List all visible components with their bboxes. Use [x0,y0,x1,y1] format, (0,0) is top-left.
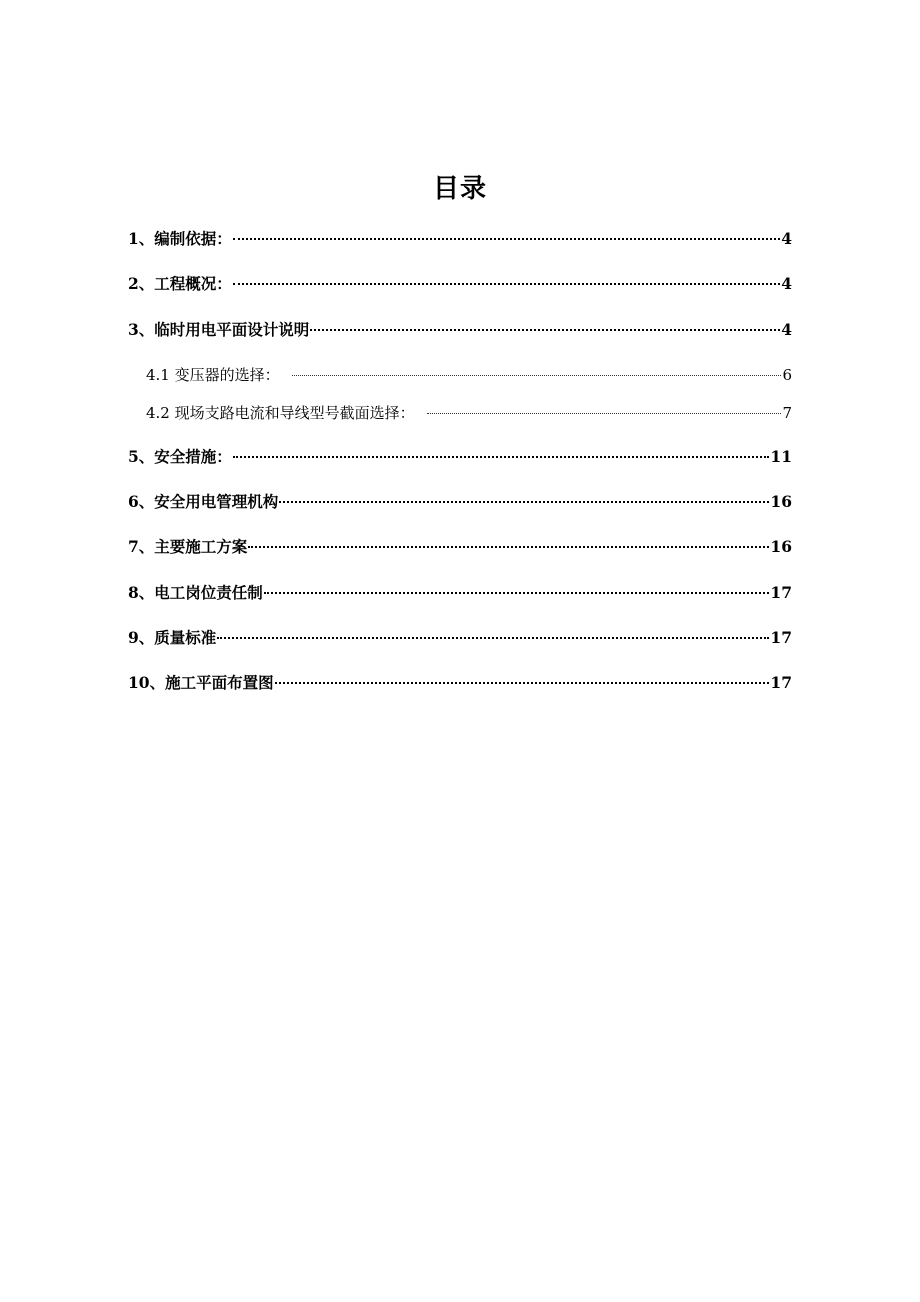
toc-page-number: 16 [770,492,792,512]
toc-entry[interactable] [128,315,792,360]
toc-entry[interactable] [128,623,792,668]
toc-page-number: 4 [781,229,792,248]
toc-page-number: 17 [770,628,792,648]
toc-entry-label: 1、编制依据： [128,229,232,248]
toc-dot-leader [279,501,769,503]
toc-entry-label: 3、临时用电平面设计说明 [128,319,310,339]
toc-dot-leader [292,375,782,376]
toc-title: 目录 [432,174,487,204]
toc-dot-leader [275,682,770,684]
toc-page-number: 17 [770,673,792,693]
toc-entry-label: 4.1 变压器的选择： [146,365,280,384]
toc-page-number: 6 [782,365,792,384]
table-of-contents [128,224,792,714]
toc-entry-label: 6、安全用电管理机构 [128,492,279,512]
toc-entry-label: 7、主要施工方案 [128,537,248,557]
toc-entry-label: 2、工程概况： [128,274,232,294]
toc-page-number: 11 [770,446,792,466]
toc-dot-leader [310,329,780,331]
toc-page-number: 4 [781,319,792,339]
toc-entry-label: 5、安全措施： [128,446,232,466]
toc-dot-leader [233,283,780,285]
toc-dot-leader [217,637,769,639]
toc-entry[interactable] [128,487,792,532]
toc-subentry[interactable] [128,360,792,398]
toc-page-number: 7 [782,403,792,422]
toc-entry-label: 10、施工平面布置图 [128,673,274,693]
toc-dot-leader [233,238,780,240]
toc-page-number: 17 [770,582,792,602]
toc-entry-label: 9、质量标准 [128,628,217,648]
toc-entry[interactable] [128,442,792,487]
toc-entry-label: 8、电工岗位责任制 [128,582,263,602]
toc-entry[interactable] [128,269,792,314]
toc-entry[interactable] [128,532,792,577]
toc-dot-leader [248,546,769,548]
toc-dot-leader [427,413,782,414]
toc-subentry[interactable] [128,398,792,436]
toc-dot-leader [233,456,770,458]
toc-page-number: 16 [770,537,792,557]
toc-entry[interactable] [128,224,792,269]
toc-dot-leader [264,592,770,594]
toc-page-number: 4 [781,274,792,294]
toc-entry[interactable] [128,668,792,713]
toc-entry[interactable] [128,578,792,623]
toc-entry-label: 4.2 现场支路电流和导线型号截面选择： [146,403,415,422]
